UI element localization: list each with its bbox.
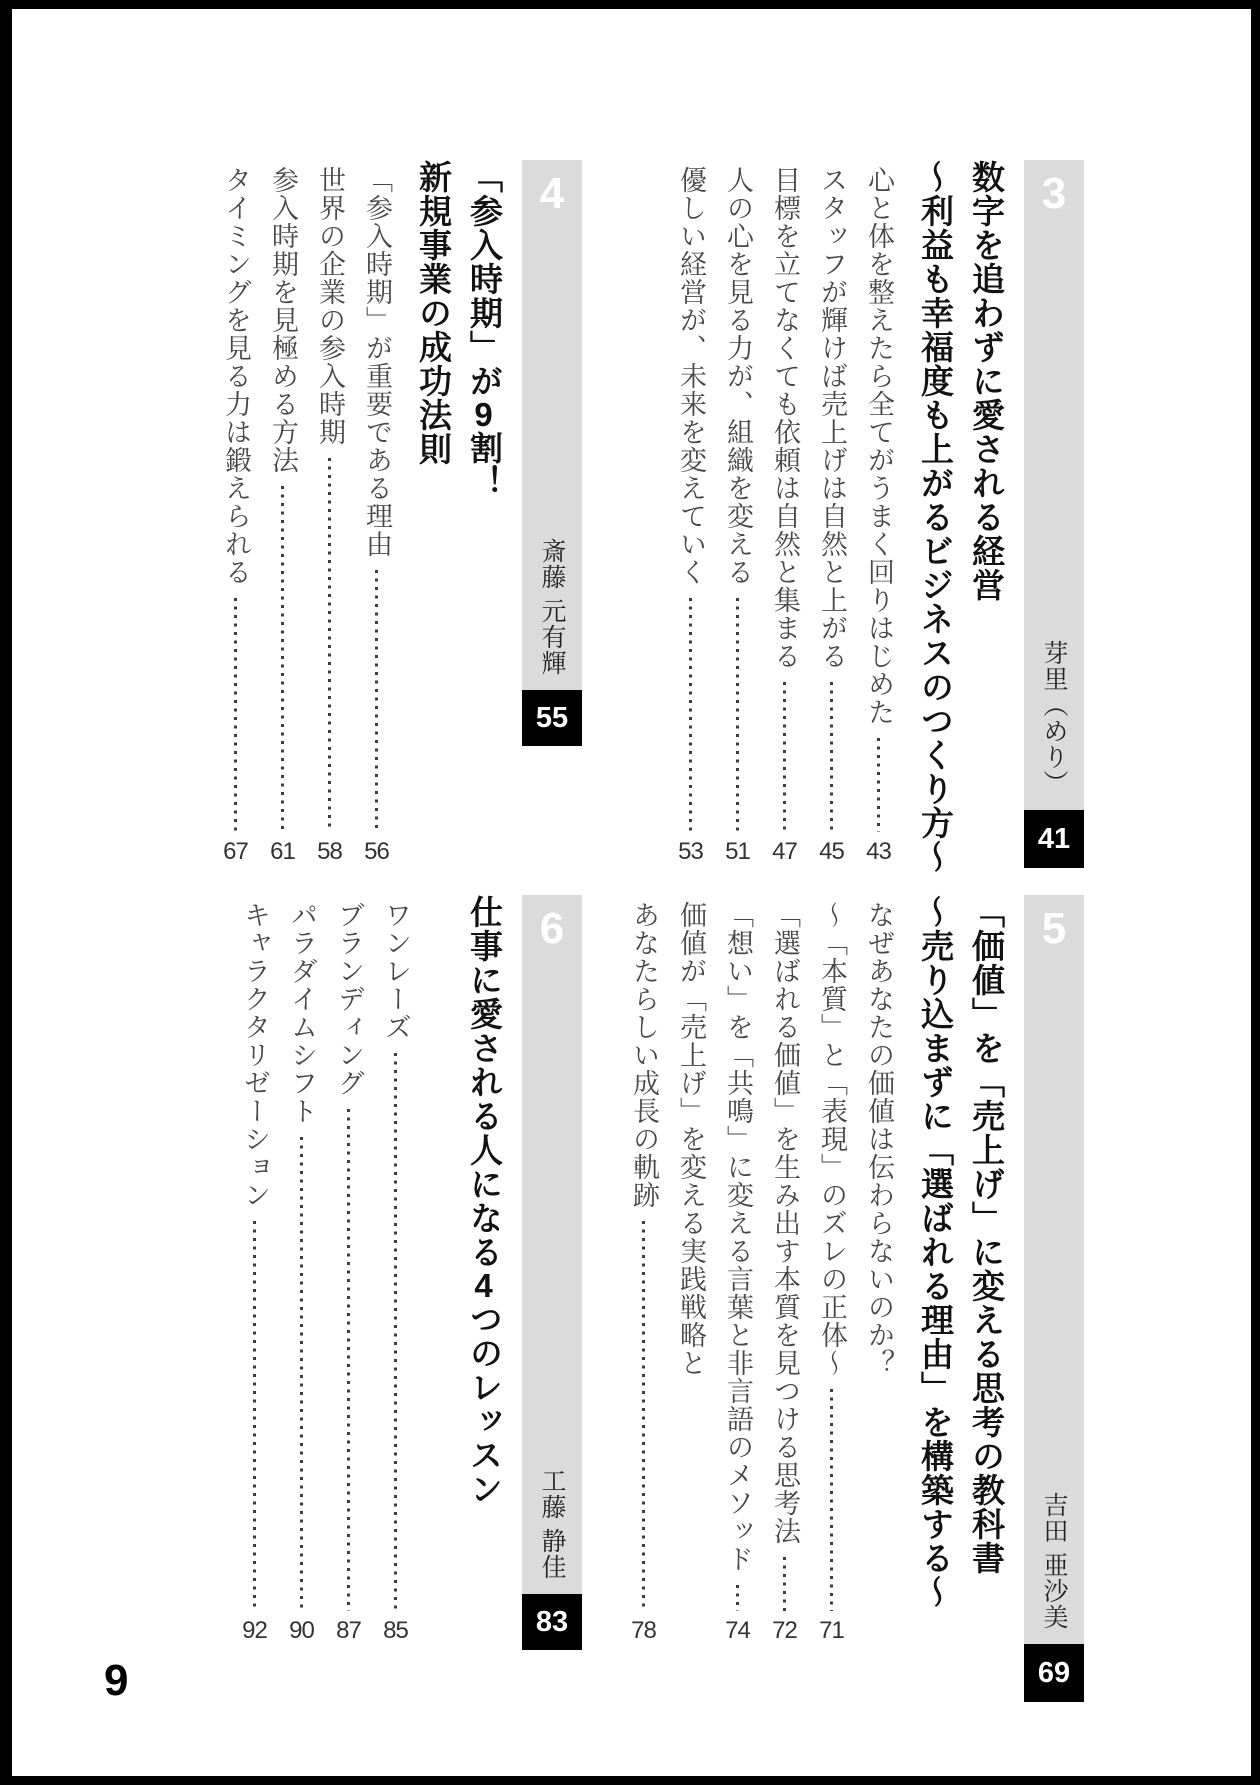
dotted-leader (877, 738, 880, 832)
dotted-leader (783, 682, 786, 832)
chapter-banner (1024, 895, 1084, 1702)
toc-entry-page: 53 (678, 838, 703, 865)
toc-entry-text: 「参入時期」が重要である理由 (362, 166, 392, 558)
chapter-title-line: ～利益も幸福度も上がるビジネスのつくり方～ (917, 160, 954, 874)
toc-entries (231, 901, 419, 1707)
dotted-leader (253, 1221, 256, 1611)
toc-entry-text: ワンレーズ (381, 901, 411, 1041)
toc-entry (667, 166, 714, 866)
chapter-banner (1024, 160, 1084, 868)
toc-entry (714, 901, 761, 1645)
chapter-banner (522, 895, 582, 1650)
toc-entries (667, 166, 902, 876)
chapter-title-line: 「参入時期」が9割！ (466, 160, 503, 499)
toc-entry-text: 価値が「売上げ」を変える実践戦略と (676, 901, 706, 1377)
toc-entry (714, 166, 761, 866)
chapter-title-line: 「価値」を「売上げ」に変える思考の教科書 (968, 895, 1005, 1575)
toc-entry-text: 「選ばれる価値」を生み出す本質を見つける思考法 (770, 901, 800, 1545)
chapter-title (408, 160, 510, 866)
dotted-leader (328, 458, 331, 832)
toc-entry-page: 61 (270, 838, 295, 865)
chapter-author: 吉田 亜沙美 (1040, 1492, 1068, 1630)
toc-entry-text: 心と体を整えたら全てがうまく回りはじめた (864, 166, 894, 726)
dotted-leader (234, 598, 237, 832)
toc-entry-text: 目標を立てなくても依頼は自然と集まる (770, 166, 800, 670)
toc-entry-page: 45 (819, 838, 844, 865)
toc-entry-text: スタッフが輝けば売上げは自然と上がる (817, 166, 847, 670)
dotted-leader (736, 598, 739, 832)
toc-entry (278, 901, 325, 1645)
toc-entry-page: 74 (725, 1617, 750, 1644)
toc-entry-text: 優しい経営が、未来を変えていく (676, 166, 706, 586)
toc-entry-text: 参入時期を見極める方法 (268, 166, 298, 474)
toc-entry (761, 901, 808, 1645)
dotted-leader (347, 1109, 350, 1611)
chapter-section (618, 895, 1084, 1707)
toc-entry-page: 71 (819, 1617, 844, 1644)
chapter-page-badge: 83 (522, 1594, 582, 1650)
chapter-banner (522, 160, 582, 746)
toc-entry (620, 901, 667, 1645)
toc-entry-text: タイミングを見る力は鍛えられる (221, 166, 251, 586)
toc-entries (212, 166, 400, 876)
chapter-author: 工藤 静佳 (538, 1468, 566, 1580)
chapter-section (660, 160, 1084, 876)
toc-entry-text: 人の心を見る力が、組織を変える (723, 166, 753, 586)
toc-entry-text: キャラクタリゼーション (240, 901, 270, 1209)
dotted-leader (394, 1053, 397, 1611)
chapter-page-badge: 41 (1024, 810, 1084, 868)
toc-entry-page: 67 (223, 838, 248, 865)
dotted-leader (642, 1221, 645, 1611)
toc-entry-text: ブランディング (334, 901, 364, 1097)
toc-entry (855, 901, 902, 1645)
toc-entry (667, 901, 714, 1645)
chapter-title-line: 新規事業の成功法則 (415, 160, 452, 466)
toc-entry (855, 166, 902, 866)
chapter-number: 4 (539, 169, 565, 218)
toc-entry-text: ～「本質」と「表現」のズレの正体～ (817, 901, 847, 1377)
toc-entry-page: 47 (772, 838, 797, 865)
chapter-number: 5 (1041, 904, 1067, 953)
dotted-leader (689, 598, 692, 832)
toc-entry-text: 「想い」を「共鳴」に変える言葉と非言語のメソッド (723, 901, 753, 1573)
toc-entry (325, 901, 372, 1645)
toc-entry-page: 72 (772, 1617, 797, 1644)
chapter-title-line: 数字を追わずに愛される経営 (968, 160, 1005, 602)
chapter-page-badge: 69 (1024, 1644, 1084, 1702)
toc-entry-page: 87 (336, 1617, 361, 1644)
chapter-page-badge: 55 (522, 690, 582, 746)
toc-entry-text: パラダイムシフト (287, 901, 317, 1125)
toc-entries (620, 901, 902, 1707)
toc-entry-page: 85 (383, 1617, 408, 1644)
toc-entry-page: 51 (725, 838, 750, 865)
toc-entry (761, 166, 808, 866)
toc-entry-text: 世界の企業の参入時期 (315, 166, 345, 446)
dotted-leader (783, 1557, 786, 1611)
toc-entry-page: 43 (866, 838, 891, 865)
chapter-author: 芽里（めり） (1040, 640, 1068, 796)
dotted-leader (830, 682, 833, 832)
chapter-section (228, 895, 582, 1707)
toc-entry (259, 166, 306, 866)
chapter-number: 6 (539, 904, 565, 953)
toc-entry (231, 901, 278, 1645)
upright-digit: 9 (474, 396, 494, 433)
upright-digit: 4 (474, 1267, 494, 1304)
toc-entry-text: あなたらしい成長の軌跡 (629, 901, 659, 1209)
toc-entry (808, 166, 855, 866)
chapter-author: 斎藤 元有輝 (538, 538, 566, 676)
toc-entry (372, 901, 419, 1645)
toc-entry-page: 78 (631, 1617, 656, 1644)
chapter-title (910, 160, 1012, 874)
toc-entry (808, 901, 855, 1645)
toc-entry-page: 56 (364, 838, 389, 865)
folio: 9 (104, 1656, 129, 1705)
chapter-title-line: ～売り込まずに「選ばれる理由」を構築する～ (917, 895, 954, 1609)
dotted-leader (375, 570, 378, 832)
chapter-number: 3 (1041, 169, 1067, 218)
toc-entry (306, 166, 353, 866)
toc-entry-text: なぜあなたの価値は伝わらないのか？ (864, 901, 894, 1377)
chapter-title (910, 895, 1012, 1697)
dotted-leader (830, 1389, 833, 1611)
dotted-leader (736, 1585, 739, 1611)
chapter-title (459, 895, 510, 1697)
toc-entry-page: 58 (317, 838, 342, 865)
toc-entry (212, 166, 259, 866)
chapter-title-line: 仕事に愛される人になる4つのレッスン (466, 895, 503, 1506)
toc-entry-page: 90 (289, 1617, 314, 1644)
toc-entry (353, 166, 400, 866)
toc-entry-page: 92 (242, 1617, 267, 1644)
dotted-leader (281, 486, 284, 832)
dotted-leader (300, 1137, 303, 1611)
chapter-section (210, 160, 582, 876)
